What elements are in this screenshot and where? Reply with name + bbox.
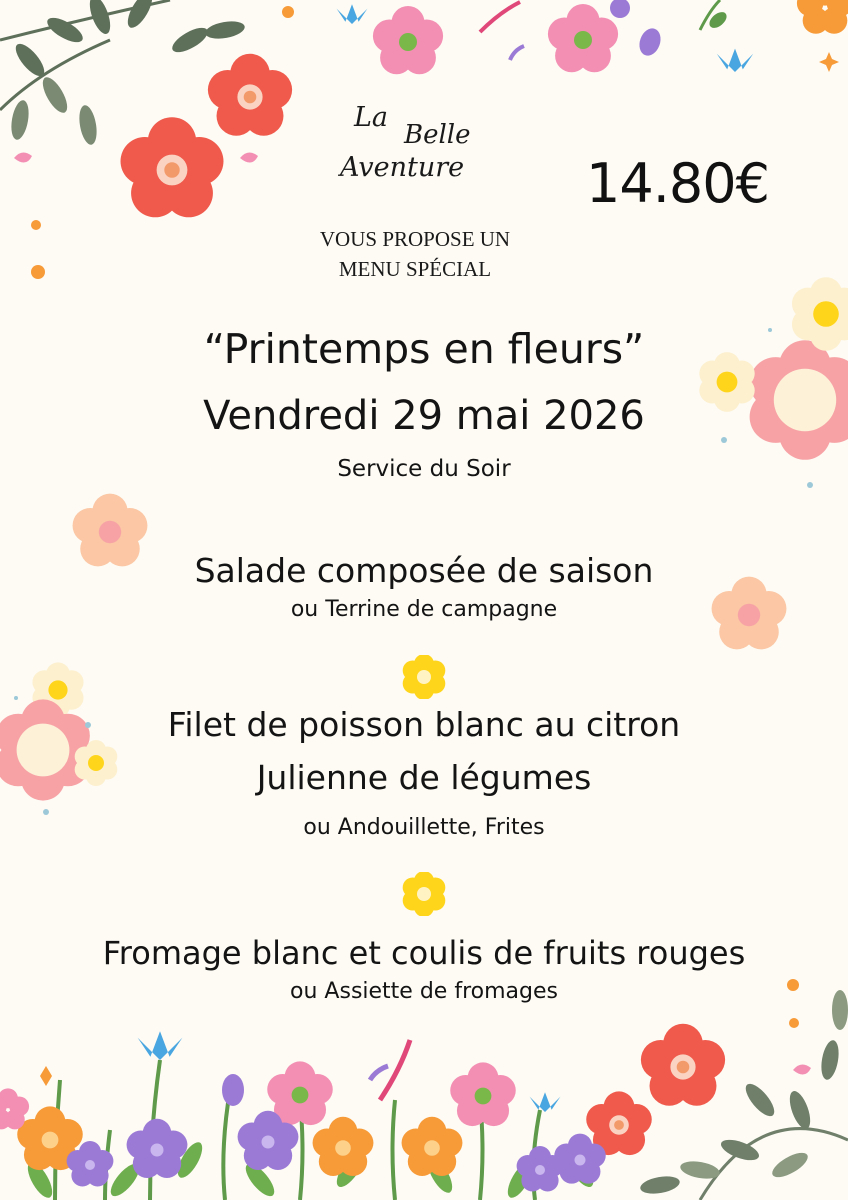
yellow-flower-icon: [402, 872, 446, 916]
dessert-alternative: ou Assiette de fromages: [290, 979, 558, 1004]
menu-date: Vendredi 29 mai 2026: [203, 393, 645, 439]
main-course-line2: Julienne de légumes: [256, 758, 592, 797]
menu-service: Service du Soir: [337, 456, 511, 482]
red-flower-icon: [121, 117, 224, 217]
red-flower-icon: [208, 54, 292, 136]
leaf-branch-bottom-right: [639, 990, 848, 1200]
brand-logo: [330, 92, 500, 202]
starter-dish: Salade composée de saison: [194, 551, 654, 590]
menu-price: 14.80€: [586, 152, 769, 215]
intro-line2: MENU SPÉCIAL: [338, 257, 492, 281]
intro-line1: VOUS PROPOSE UN: [319, 227, 511, 251]
flower-band-top: [337, 0, 848, 74]
brand-line1a: La: [354, 102, 389, 133]
dessert-dish: Fromage blanc et coulis de fruits rouges: [102, 934, 746, 972]
flower-meadow-bottom: [0, 1031, 606, 1200]
menu-title: “Printemps en fleurs”: [203, 325, 645, 373]
main-course-alternative: ou Andouillette, Frites: [303, 815, 545, 840]
intro-text: [260, 224, 570, 284]
yellow-flower-icon: [402, 655, 446, 699]
leaf-branch-top-left: [0, 0, 246, 146]
brand-line1b: Belle: [404, 120, 471, 150]
brand-line2: Aventure: [340, 152, 465, 183]
starter-alternative: ou Terrine de campagne: [290, 597, 558, 622]
main-course-line1: Filet de poisson blanc au citron: [167, 705, 681, 744]
